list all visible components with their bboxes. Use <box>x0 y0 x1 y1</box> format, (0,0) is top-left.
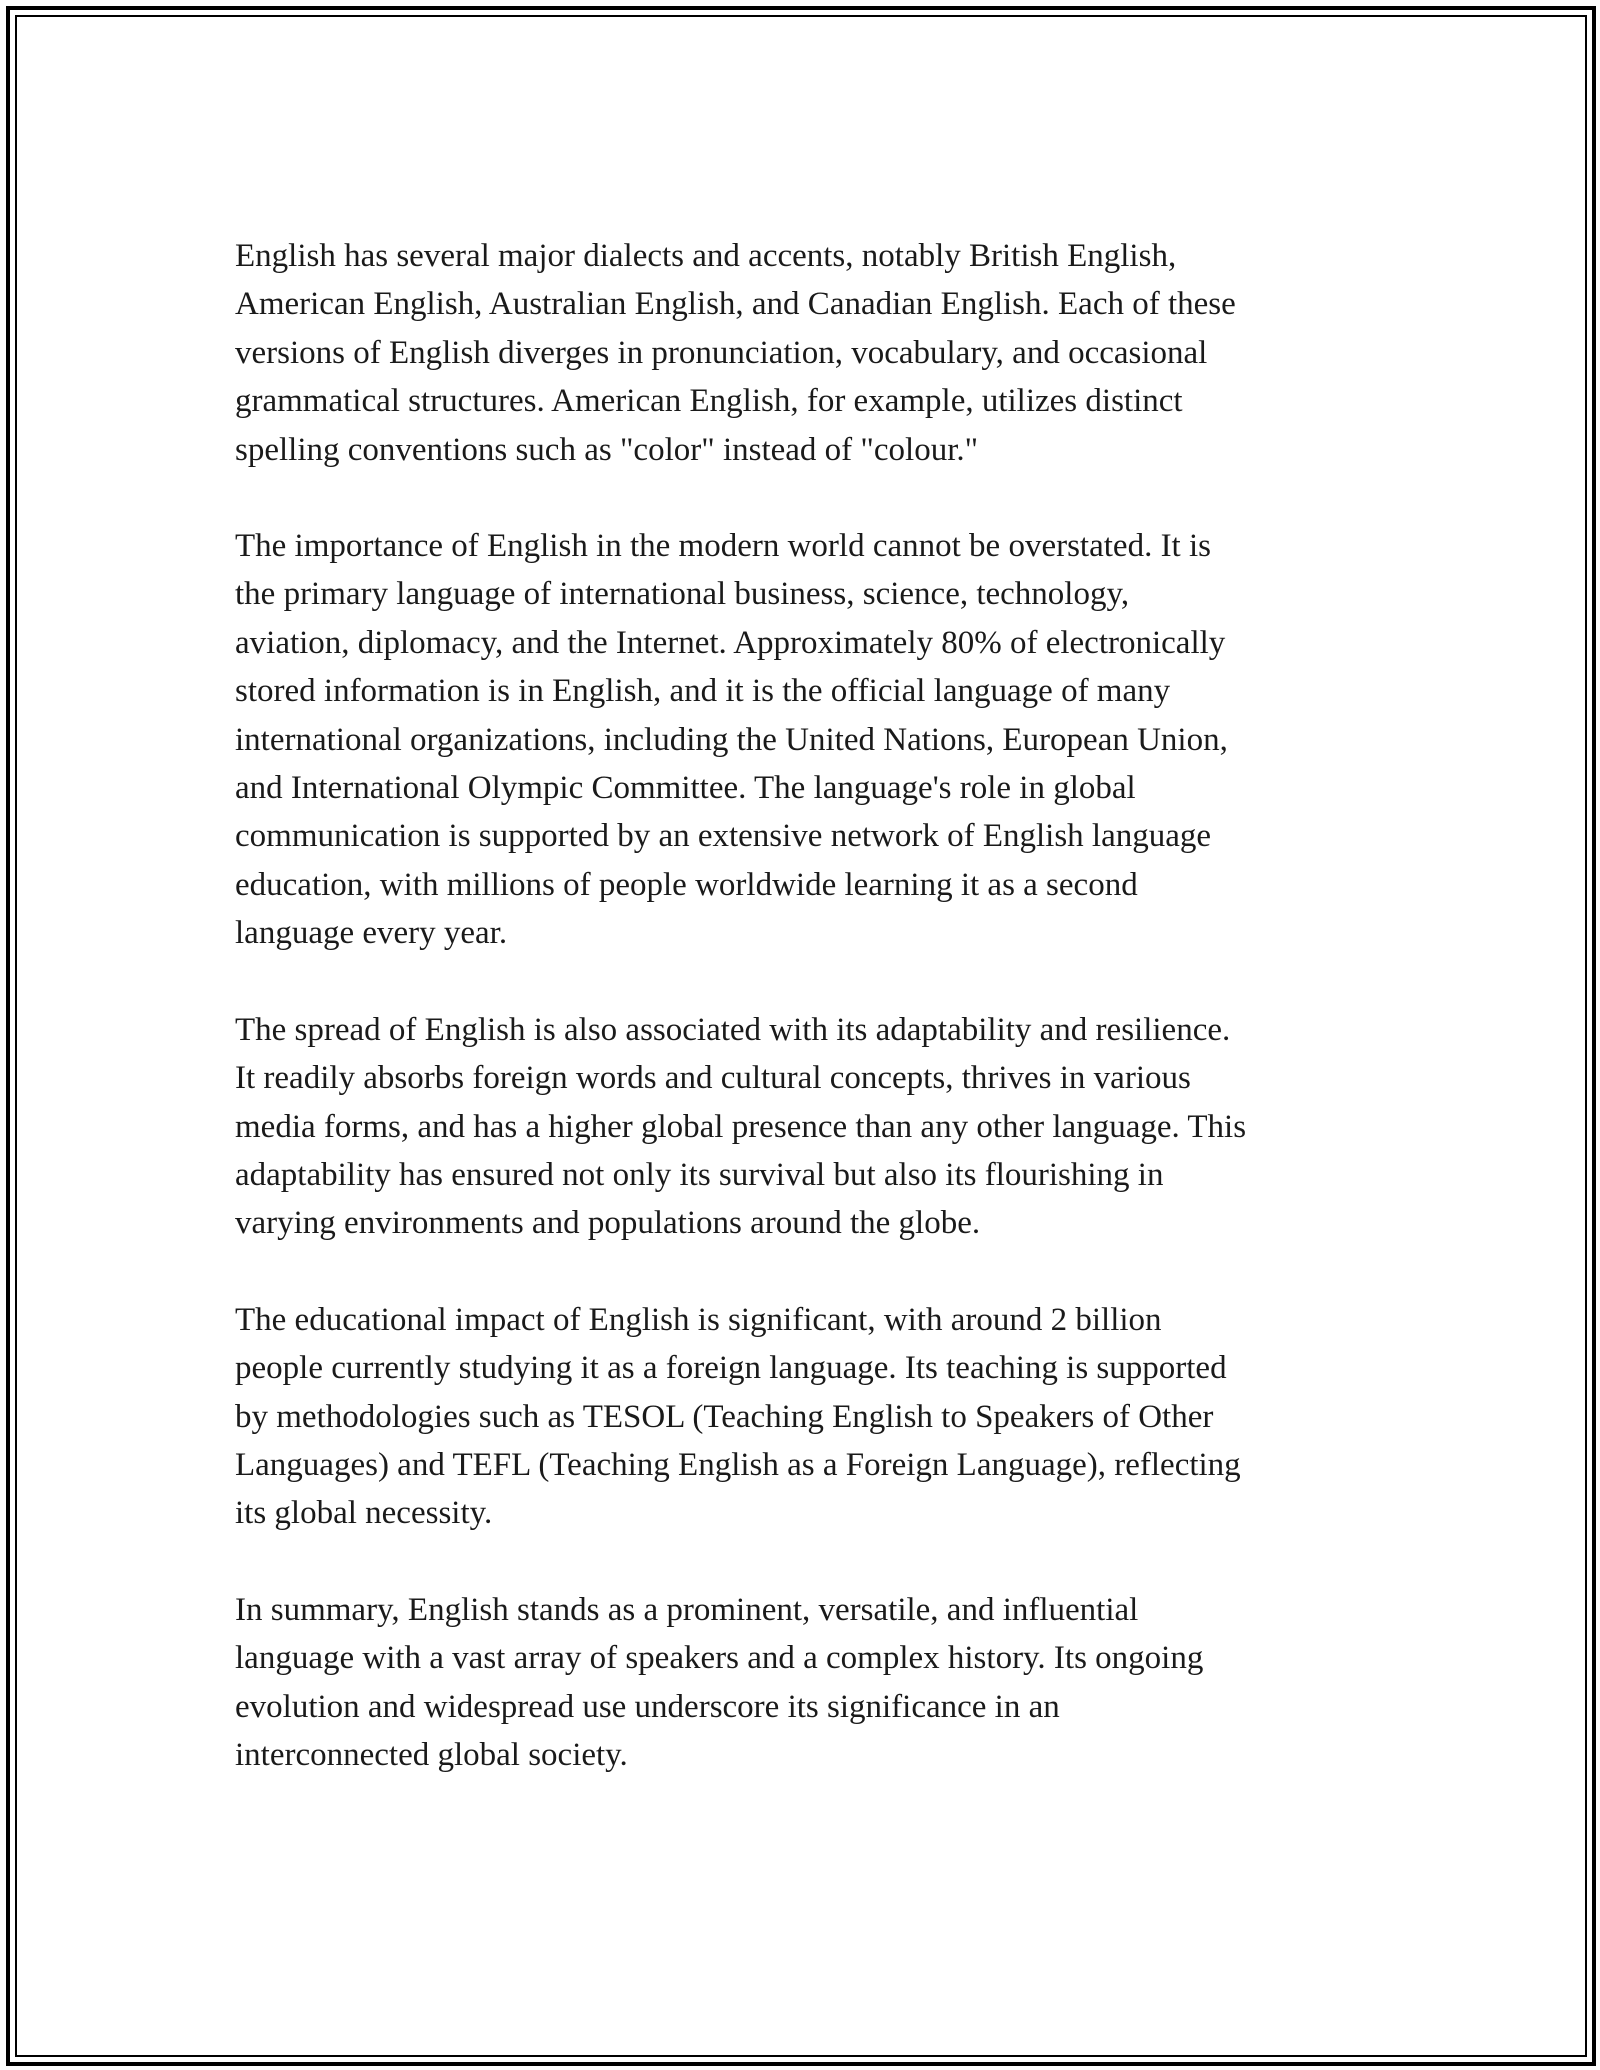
paragraph-summary: In summary, English stands as a prominent, versatile, and influential language with a vast array of speakers and a complex history. Its ongoing evolution and widespread use underscore its significance in an interconnected global society. <box>235 1591 1204 1773</box>
document-body <box>235 232 1375 1779</box>
paragraph-importance: The importance of English in the modern world cannot be overstated. It is the primary language of international business, science, technology, aviation, diplomacy, and the Internet. Approximately 80% of electronically stored information is in English, and it is the official language of many international organizations, including the United Nations, European Union, and International Olympic Committee. The language's role in global communication is supported by an extensive network of English language education, with millions of people worldwide learning it as a second language every year. <box>235 528 1228 952</box>
paragraph-spread: The spread of English is also associated with its adaptability and resilience. It readily absorbs foreign words and cultural concepts, thrives in various media forms, and has a higher global presence than any other language. This adaptability has ensured not only its survival but also its flourishing in varying environments and populations around the globe. <box>235 1011 1247 1242</box>
paragraph-education: The educational impact of English is significant, with around 2 billion people currently studying it as a foreign language. Its teaching is supported by methodologies such as TESOL (Teaching English to Speakers of Other Languages) and TEFL (Teaching English as a Foreign Language), reflecting its global necessity. <box>235 1301 1241 1532</box>
paragraph-dialects: English has several major dialects and accents, notably British English, American English, Australian English, and Canadian English. Each of these versions of English diverges in pronunciation, vocabulary, and occasional grammatical structures. American English, for example, utilizes distinct spelling conventions such as "color" instead of "colour." <box>235 238 1236 468</box>
